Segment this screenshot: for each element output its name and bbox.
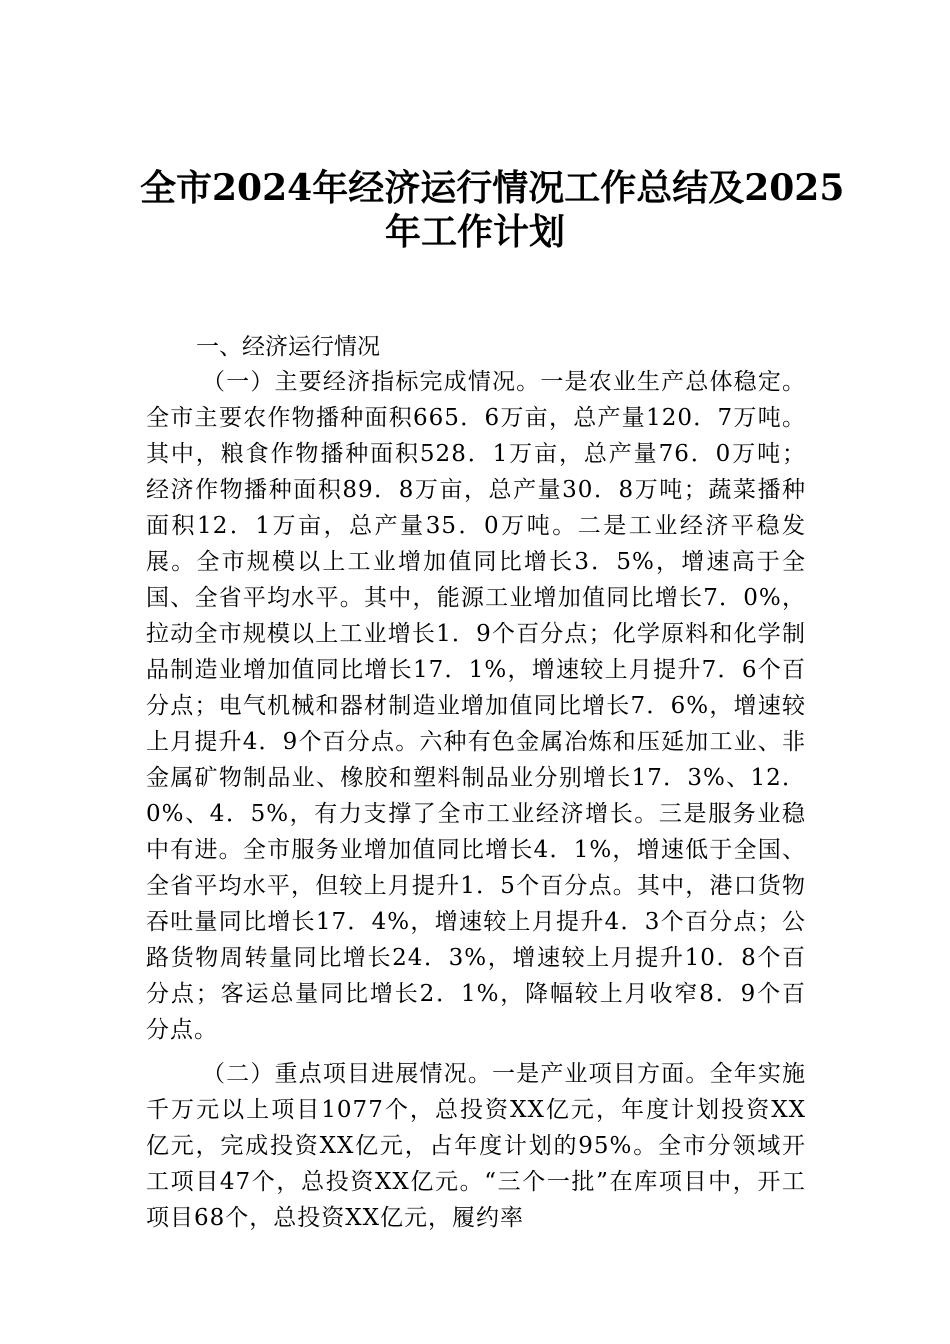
document-title-line-1: 全市2024年经济运行情况工作总结及2025 — [140, 167, 845, 209]
section-heading: 一、经济运行情况 — [196, 334, 380, 360]
paragraph-economic-indicators: （一）主要经济指标完成情况。一是农业生产总体稳定。全市主要农作物播种面积665．6万亩，总产量120．7万吨。其中，粮食作物播种面积528．1万亩，总产量76．0万吨；经济作物播种面积89．8万亩，总产量30．8万吨；蔬菜播种面积12．1万亩，总产量35．0万吨。二是工业经济平稳发展。全市规模以上工业增加值同比增长3．5%，增速高于全国、全省平均水平。其中，能源工业增加值同比增长7．0%，拉动全市规模以上工业增长1．9个百分点；化学原料和化学制品制造业增加值同比增长17．1%，增速较上月提升7．6个百分点；电气机械和器材制造业增加值同比增长7．6%，增速较上月提升4．9个百分点。六种有色金属冶炼和压延加工业、非金属矿物制品业、橡胶和塑料制品业分别增长17．3%、12．0%、4．5%，有力支撑了全市工业经济增长。三是服务业稳中有进。全市服务业增加值同比增长4．1%，增速低于全国、全省平均水平，但较上月提升1．5个百分点。其中，港口货物吞吐量同比增长17．4%，增速较上月提升4．3个百分点；公路货物周转量同比增长24．3%，增速较上月提升10．8个百分点；客运总量同比增长2．1%，降幅较上月收窄8．9个百分点。 — [146, 369, 806, 1043]
paragraph-key-projects: （二）重点项目进展情况。一是产业项目方面。全年实施千万元以上项目1077个，总投资XX亿元，年度计划投资XX亿元，完成投资XX亿元，占年度计划的95%。全市分领域开工项目47个，总投资XX亿元。“三个一批”在库项目中，开工项目68个，总投资XX亿元，履约率 — [146, 1061, 806, 1231]
document-title-line-2: 年工作计划 — [384, 211, 565, 253]
